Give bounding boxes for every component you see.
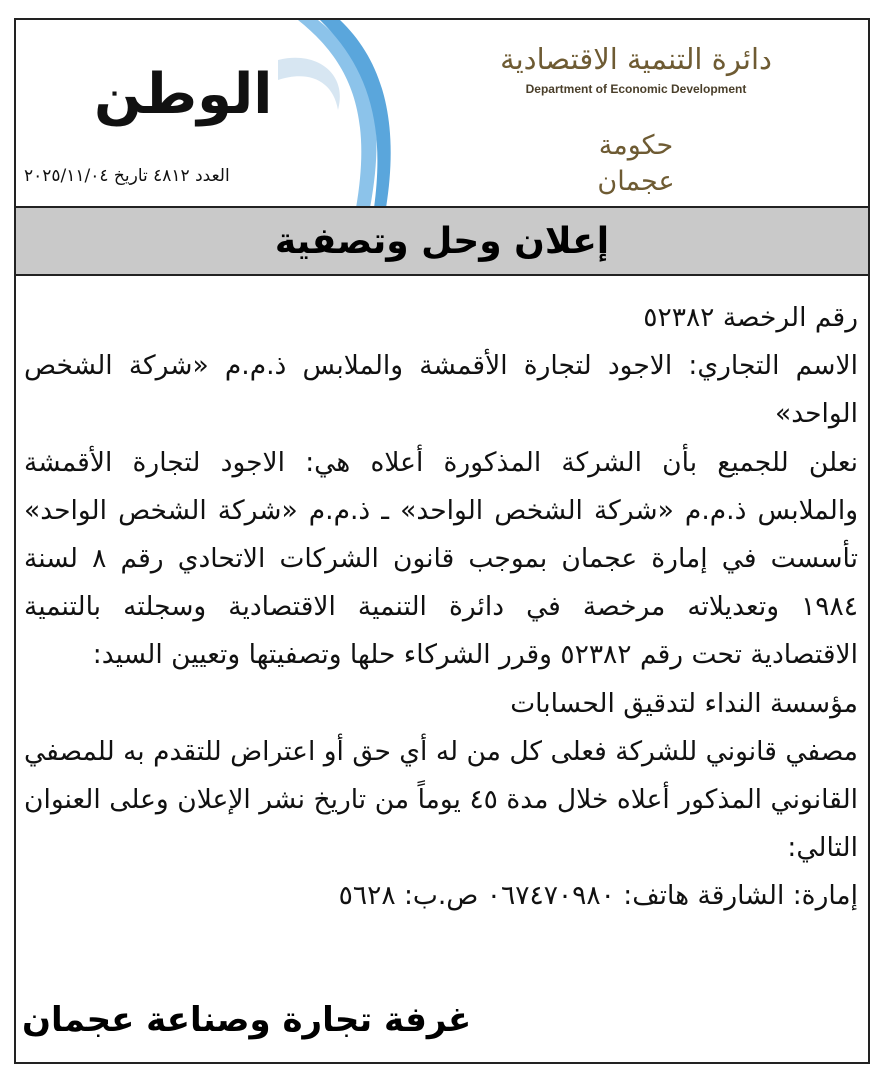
- trade-name: الاسم التجاري: الاجود لتجارة الأقمشة والملابس ذ.م.م «شركة الشخص الواحد»: [24, 350, 858, 430]
- issue-date: العدد ٤٨١٢ تاريخ ٢٠٢٥/١١/٠٤: [24, 166, 230, 186]
- notice-frame: [14, 18, 870, 1064]
- license-number: رقم الرخصة ٥٢٣٨٢: [643, 302, 858, 333]
- government-logo: [556, 128, 716, 218]
- address-line: إمارة: الشارقة هاتف: ٠٦٧٤٧٠٩٨٠ ص.ب: ٥٦٢٨: [338, 880, 858, 912]
- newspaper-logo: الوطن: [94, 62, 273, 127]
- header: [16, 20, 868, 208]
- notice-body: [24, 294, 858, 921]
- department-logo: [486, 40, 786, 96]
- chamber-signature: غرفة تجارة وصناعة عجمان: [22, 1000, 472, 1040]
- objection-text: مصفي قانوني للشركة فعلى كل من له أي حق أو اعتراض للتقدم به للمصفي القانوني المذكور أعلاه خلال مدة ٤٥ يوماً من تاريخ نشر الإعلان وعلى العنوان التالي:: [24, 735, 859, 864]
- government-name-ar: حكومة عجمان: [597, 130, 675, 197]
- title-bar: [16, 206, 868, 276]
- newspaper-wave-graphic: [278, 20, 398, 208]
- department-name-en: Department of Economic Development: [525, 82, 747, 96]
- department-name-ar: دائرة التنمية الاقتصادية: [500, 42, 772, 76]
- announcement-text: نعلن للجميع بأن الشركة المذكورة أعلاه هي: الاجود لتجارة الأقمشة والملابس ذ.م.م «شركة الشخص الواحد» ـ ذ.م.م «شركة الشخص الواحد» تأسست في إمارة عجمان بموجب قانون الشركات الاتحادي رقم ٨ لسنة ١٩٨٤ وتعديلاته مرخصة في دائرة التنمية الاقتصادية وسجلته بالتنمية الاقتصادية تحت رقم ٥٢٣٨٢ وقرر الشركاء حلها وتصفيتها وتعيين السيد:: [24, 446, 859, 671]
- notice-title: إعلان وحل وتصفية: [274, 220, 610, 262]
- liquidator-name: مؤسسة النداء لتدقيق الحسابات: [510, 687, 858, 719]
